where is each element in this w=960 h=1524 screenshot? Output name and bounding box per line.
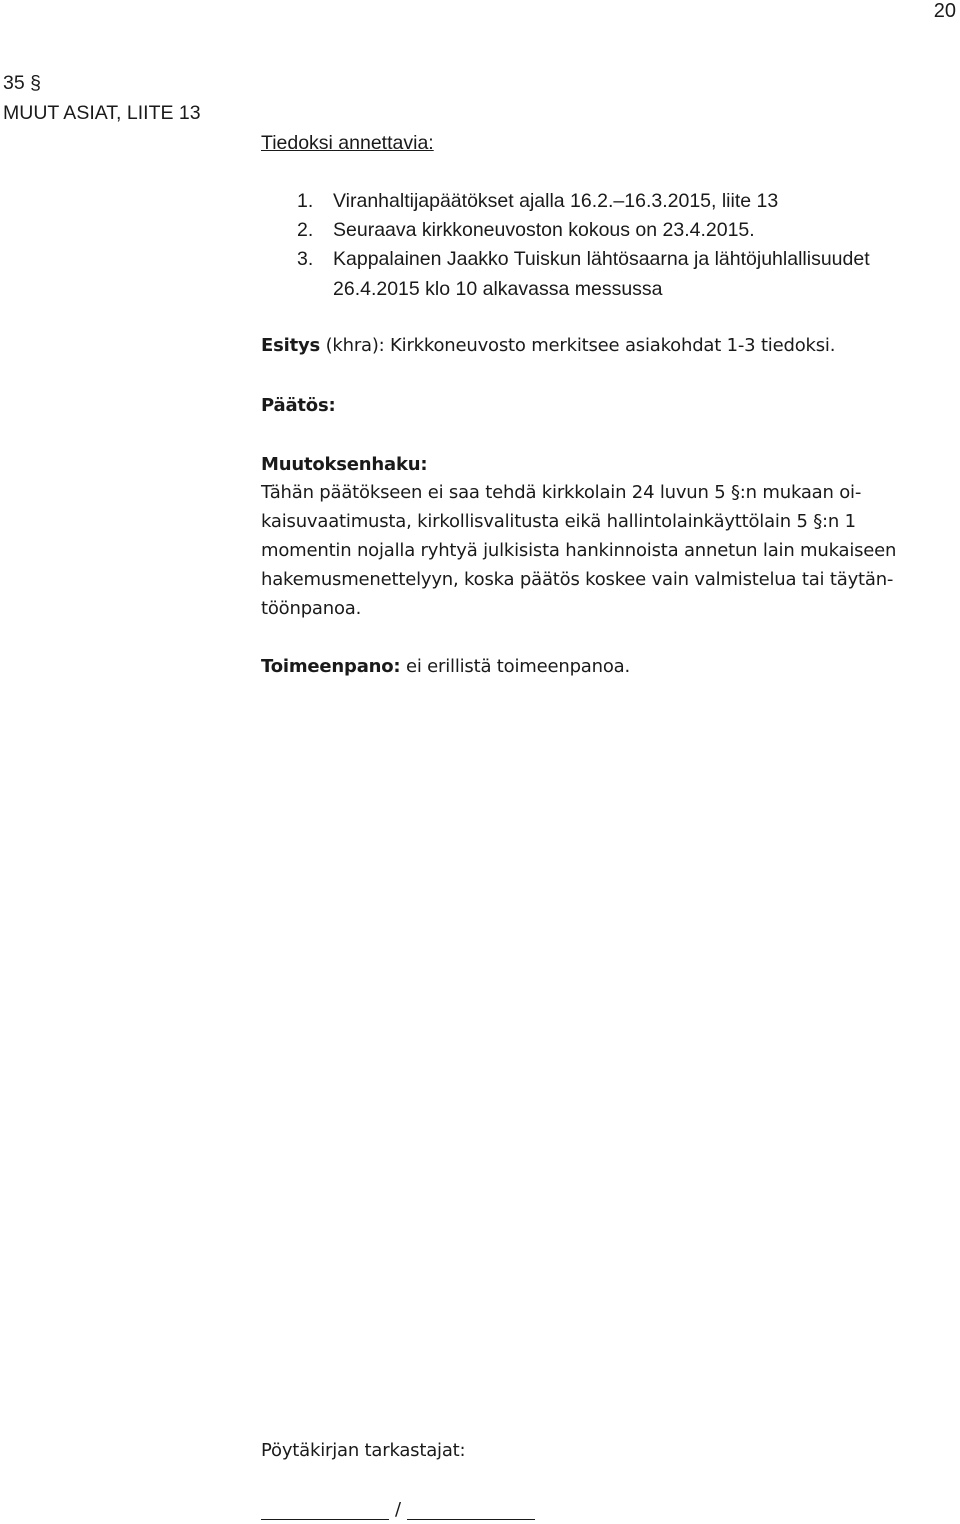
section-number: 35 § — [3, 72, 41, 94]
notices-heading: Tiedoksi annettavia: — [261, 132, 434, 154]
appeal-label: Muutoksenhaku: — [261, 454, 428, 475]
signature-blank-1 — [261, 1497, 389, 1520]
section-title: MUUT ASIAT, LIITE 13 — [3, 102, 201, 124]
list-item-continuation: 26.4.2015 klo 10 alkavassa messussa — [333, 278, 663, 300]
list-item — [297, 190, 778, 213]
proposal-text: (khra): Kirkkoneuvosto merkitsee asiakohdat 1-3 tiedoksi. — [320, 335, 836, 356]
execution-label: Toimeenpano: — [261, 656, 401, 677]
appeal-text-line: kaisuvaatimusta, kirkollisvalitusta eikä hallintolainkäyttölain 5 §:n 1 — [261, 511, 856, 532]
list-item-number: 3. — [297, 248, 314, 270]
execution — [261, 656, 630, 677]
page-number: 20 — [933, 0, 956, 22]
appeal-text-line: töönpanoa. — [261, 598, 362, 619]
execution-text: ei erillistä toimeenpanoa. — [400, 656, 630, 677]
appeal-text-line: hakemusmenettelyyn, koska päätös koskee vain valmistelua tai täytän- — [261, 569, 894, 590]
list-item-text: Kappalainen Jaakko Tuiskun lähtösaarna ja lähtöjuhlallisuudet — [333, 248, 870, 270]
appeal-text-line: momentin nojalla ryhtyä julkisista hankinnoista annetun lain mukaiseen — [261, 540, 897, 561]
list-item — [297, 248, 870, 271]
list-item-number: 2. — [297, 219, 314, 241]
signature-separator: / — [395, 1499, 401, 1520]
proposal — [261, 335, 835, 356]
list-item-number: 1. — [297, 190, 314, 212]
signature-blank-2 — [407, 1497, 535, 1520]
appeal-text-line: Tähän päätökseen ei saa tehdä kirkkolain 24 luvun 5 §:n mukaan oi- — [261, 482, 862, 503]
list-item-text: Viranhaltijapäätökset ajalla 16.2.–16.3.2015, liite 13 — [333, 190, 779, 212]
decision-label: Päätös: — [261, 395, 336, 416]
list-item — [297, 219, 755, 242]
proposal-label: Esitys — [261, 335, 321, 356]
signature-line — [261, 1497, 535, 1520]
list-item-text: Seuraava kirkkoneuvoston kokous on 23.4.2015. — [333, 219, 755, 241]
reviewers-label: Pöytäkirjan tarkastajat: — [261, 1440, 466, 1461]
